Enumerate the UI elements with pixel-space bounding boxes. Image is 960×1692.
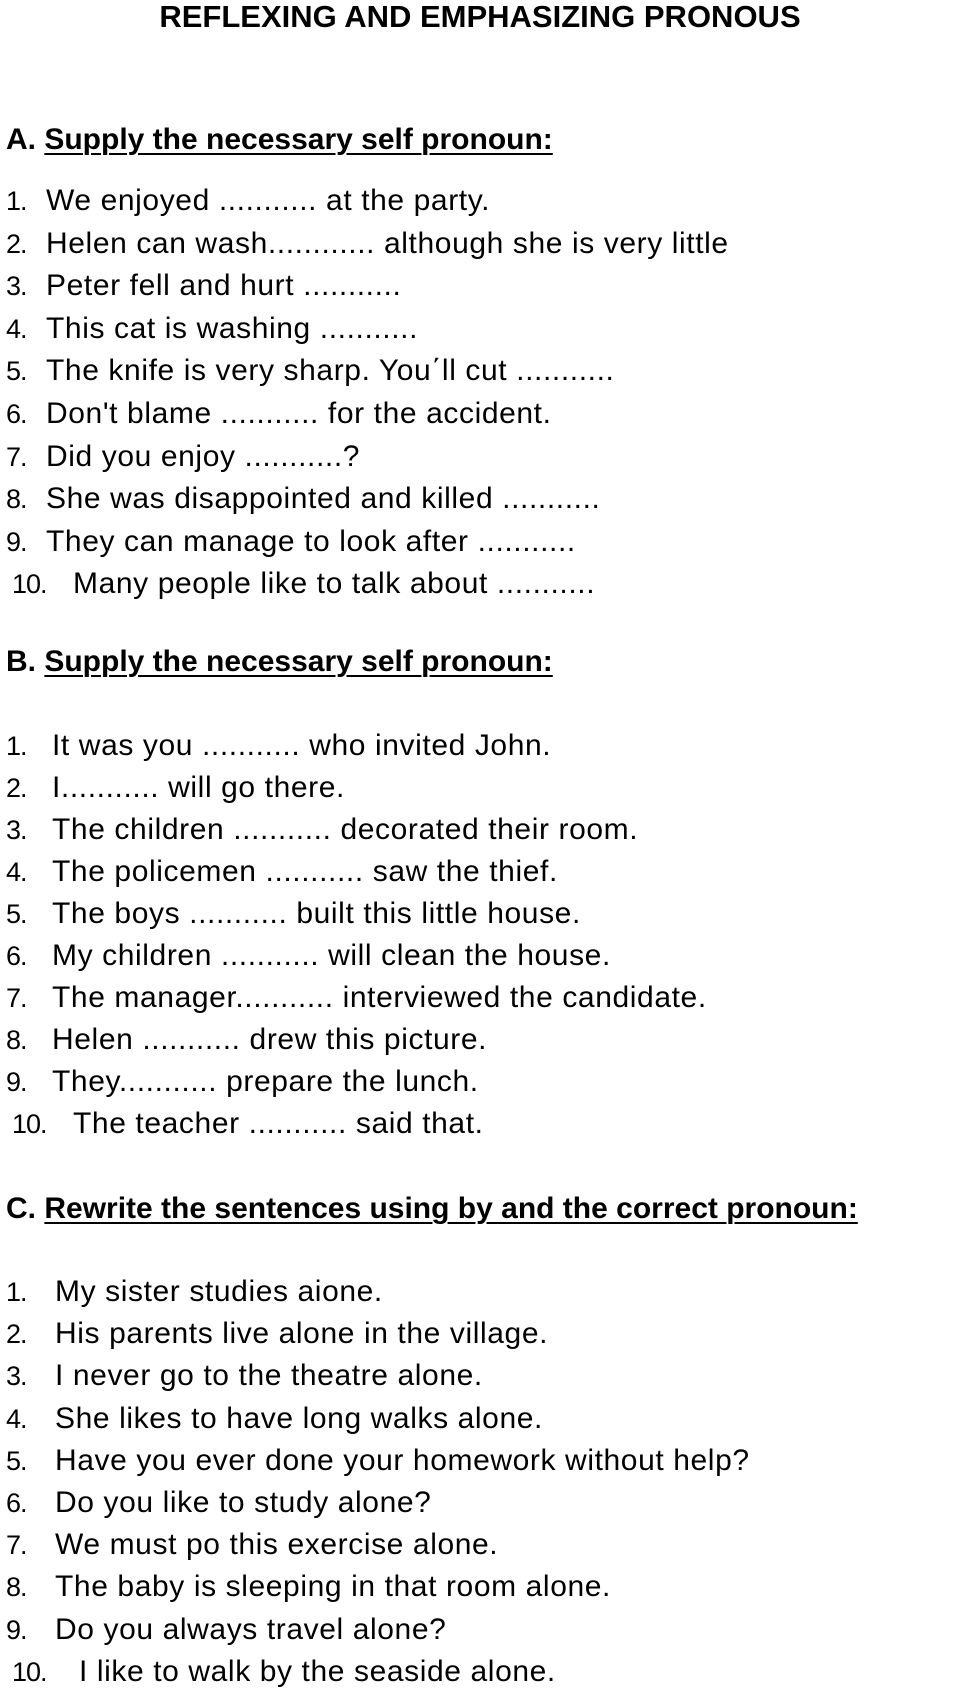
item-number: 8. (6, 1572, 27, 1602)
item-text: They can manage to look after ........... (46, 525, 576, 558)
item-text: The knife is very sharp. You΄ll cut ........... (46, 354, 615, 387)
item-number: 5. (6, 1446, 27, 1476)
item-text: Have you ever done your homework without help? (55, 1444, 750, 1477)
item-number: 7. (6, 1530, 27, 1560)
item-number: 7. (6, 983, 27, 1013)
section-c-heading (6, 1193, 858, 1225)
item-text: Do you like to study alone? (55, 1486, 432, 1519)
item-number: 4. (6, 314, 27, 344)
item-number: 4. (6, 857, 27, 887)
section-b-heading-text: Supply the necessary self pronoun: (44, 645, 553, 678)
item-text: Don't blame ........... for the accident. (46, 397, 552, 430)
item-text: We must po this exercise alone. (55, 1528, 499, 1561)
item-text: The manager........... interviewed the candidate. (52, 981, 707, 1014)
item-text: We enjoyed ........... at the party. (46, 184, 491, 217)
item-text: She likes to have long walks alone. (55, 1402, 543, 1435)
item-number: 9. (6, 1615, 27, 1645)
item-number: 6. (6, 941, 27, 971)
item-number: 9. (6, 527, 27, 557)
item-number: 6. (6, 399, 27, 429)
item-number: 2. (6, 773, 27, 803)
item-number: 10. (12, 1109, 47, 1139)
section-a-letter: A. (6, 123, 36, 156)
item-number: 8. (6, 484, 27, 514)
item-text: It was you ........... who invited John. (52, 729, 552, 762)
item-number: 3. (6, 271, 27, 301)
item-text: My sister studies aione. (55, 1275, 383, 1308)
item-text: Do you always travel alone? (55, 1613, 447, 1646)
item-text: This cat is washing ........... (46, 312, 419, 345)
item-text: The teacher ........... said that. (73, 1107, 484, 1140)
section-b-letter: B. (6, 645, 36, 678)
item-number: 2. (6, 229, 27, 259)
item-number: 7. (6, 442, 27, 472)
item-number: 10. (12, 569, 47, 599)
item-number: 1. (6, 731, 27, 761)
item-text: Helen can wash............ although she is very little (46, 227, 729, 260)
item-number: 8. (6, 1025, 27, 1055)
item-number: 2. (6, 1319, 27, 1349)
section-a-heading-text: Supply the necessary self pronoun: (44, 123, 553, 156)
section-c-heading-text: Rewrite the sentences using by and the correct pronoun: (44, 1192, 858, 1225)
worksheet-title: REFLEXING AND EMPHASIZING PRONOUS (159, 0, 801, 34)
item-text: Peter fell and hurt ........... (46, 269, 402, 302)
item-number: 1. (6, 186, 27, 216)
item-text: The children ........... decorated their room. (52, 813, 639, 846)
item-text: They........... prepare the lunch. (52, 1065, 479, 1098)
item-text: I........... will go there. (52, 771, 345, 804)
item-text: She was disappointed and killed ........... (46, 482, 601, 515)
item-text: The boys ........... built this little house. (52, 897, 581, 930)
item-text: The policemen ........... saw the thief. (52, 855, 558, 888)
item-number: 3. (6, 1361, 27, 1391)
item-number: 10. (12, 1657, 47, 1687)
item-number: 9. (6, 1067, 27, 1097)
section-b-heading (6, 646, 553, 678)
item-text: His parents live alone in the village. (55, 1317, 549, 1350)
item-text: Helen ........... drew this picture. (52, 1023, 488, 1056)
item-number: 5. (6, 356, 27, 386)
item-text: I never go to the theatre alone. (55, 1359, 483, 1392)
item-number: 3. (6, 815, 27, 845)
item-text: Many people like to talk about ........... (73, 567, 596, 600)
item-text: I like to walk by the seaside alone. (79, 1655, 556, 1688)
section-c-letter: C. (6, 1192, 36, 1225)
item-number: 6. (6, 1488, 27, 1518)
item-number: 5. (6, 899, 27, 929)
item-number: 1. (6, 1277, 27, 1307)
item-text: The baby is sleeping in that room alone. (55, 1570, 611, 1603)
section-a-heading (6, 124, 553, 156)
item-text: My children ........... will clean the house. (52, 939, 611, 972)
item-number: 4. (6, 1404, 27, 1434)
item-text: Did you enjoy ...........? (46, 440, 361, 473)
